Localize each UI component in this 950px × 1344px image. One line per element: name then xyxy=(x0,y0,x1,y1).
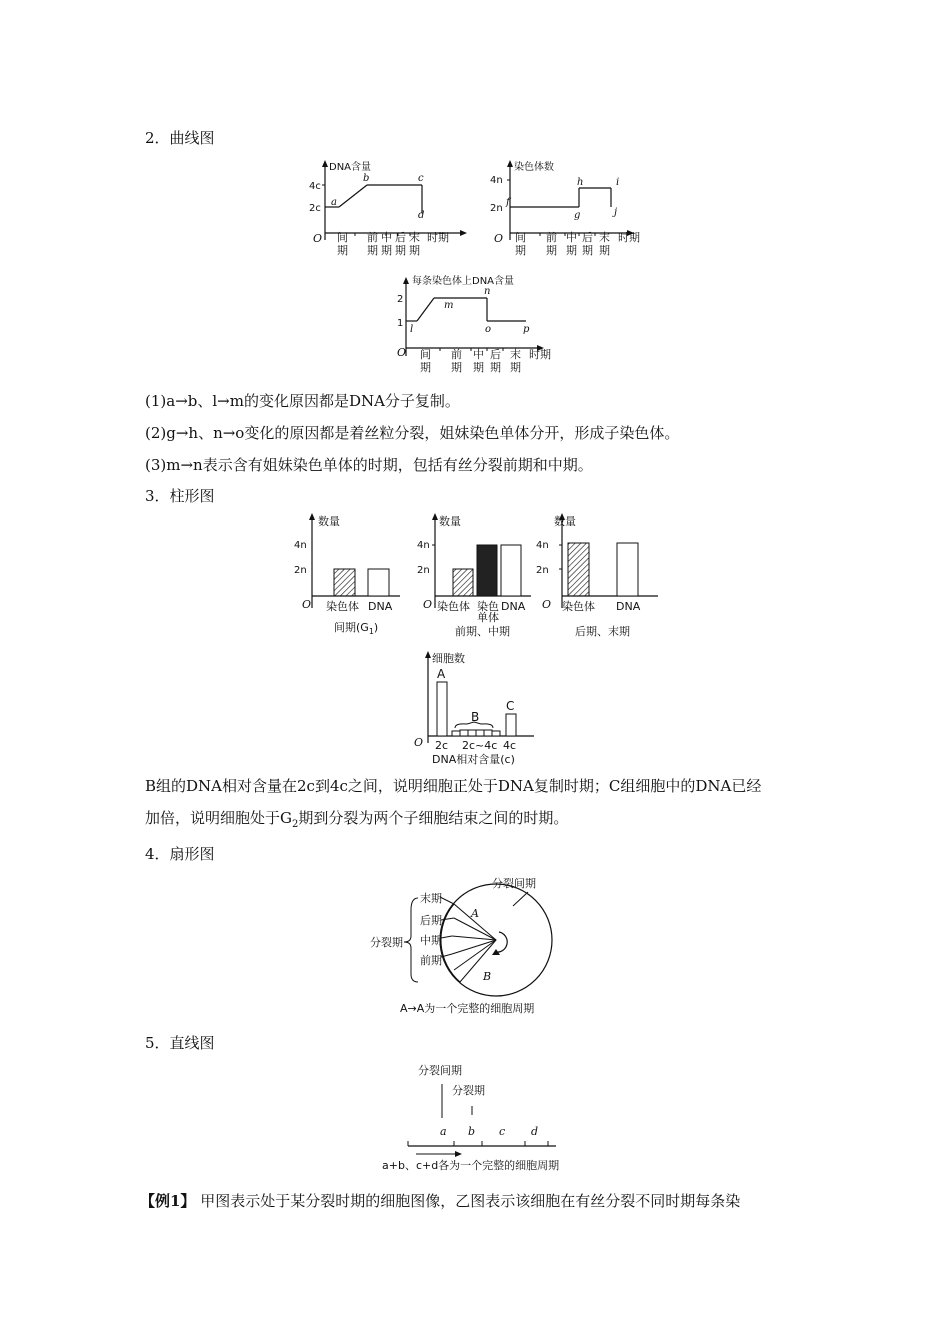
bar2-chromosome-bar xyxy=(453,569,473,596)
bar2-ylabel: 数量 xyxy=(439,515,461,528)
section-heading-bar: 3．柱形图 xyxy=(145,487,215,505)
bar-chart-anaphase-telophase xyxy=(536,510,665,640)
section-heading-curve: 2．曲线图 xyxy=(145,129,215,147)
note-2: (2)g→h、n→o变化的原因都是着丝粒分裂，姐妹染色单体分开，形成子染色体。 xyxy=(145,424,680,442)
curve1-x2b: 期 xyxy=(367,244,378,257)
fan-label-a: A xyxy=(471,907,479,920)
curve3-x4b: 期 xyxy=(490,361,501,374)
bar-chart-prophase-metaphase xyxy=(413,510,538,640)
fan-prophase: 前期 xyxy=(420,954,442,967)
hist-x1: 2c xyxy=(435,739,449,752)
line-interphase-label: 分裂间期 xyxy=(418,1064,462,1077)
fan-telophase: 末期 xyxy=(420,892,442,905)
bar1-title: 间期$(G_1)$ xyxy=(334,621,379,636)
fan-label-b: B xyxy=(483,970,492,983)
note-3: (3)m→n表示含有姐妹染色单体的时期，包括有丝分裂前期和中期。 xyxy=(145,456,593,474)
bar1-origin: O xyxy=(302,598,312,611)
bar3-dna-bar xyxy=(617,543,638,596)
hist-xlabel: DNA相对含量(c) xyxy=(432,753,515,766)
line-division-label: 分裂期 xyxy=(452,1084,485,1097)
fan-interphase-label: 分裂间期 xyxy=(492,877,536,890)
curve3-x1b: 期 xyxy=(420,361,431,374)
bar2-x2b: 单体 xyxy=(477,611,499,624)
bar3-ylabel: 数量 xyxy=(554,515,576,528)
curve2-pt-h: h xyxy=(577,177,584,188)
curve3-pt-l: l xyxy=(410,324,414,335)
line-pt-c: c xyxy=(499,1125,506,1138)
curve2-x5: 末 xyxy=(599,231,610,244)
line-caption: a+b、c+d各为一个完整的细胞周期 xyxy=(382,1159,560,1172)
fan-division-label: 分裂期 xyxy=(370,936,403,949)
dna-per-chromosome-curve xyxy=(392,272,562,380)
curve3-y2: 2 xyxy=(397,294,404,305)
curve2-origin: O xyxy=(494,232,504,245)
curve3-x5b: 期 xyxy=(510,361,521,374)
curve3-ylabel: 每条染色体上DNA含量 xyxy=(412,276,515,287)
curve3-origin: O xyxy=(397,346,407,359)
bar2-x3: DNA xyxy=(501,600,526,613)
curve2-pt-g: g xyxy=(574,210,581,221)
hist-x2: 2c~4c xyxy=(462,739,498,752)
curve3-x3b: 期 xyxy=(473,361,484,374)
curve1-pt-b: b xyxy=(363,173,370,184)
curve2-y2: 2n xyxy=(490,203,503,214)
curve3-x4: 后 xyxy=(490,348,501,361)
hist-label-b: B xyxy=(471,710,480,724)
chromosome-count-curve xyxy=(490,158,660,258)
line-pt-d: d xyxy=(531,1125,539,1138)
curve1-y2: 2c xyxy=(309,203,321,214)
curve2-pt-i: i xyxy=(616,177,620,188)
cell-cycle-line-diagram xyxy=(380,1060,590,1180)
bar2-chromatid-bar xyxy=(477,545,497,596)
curve2-ylabel: 染色体数 xyxy=(514,162,554,173)
curve3-pt-m: m xyxy=(444,300,454,311)
bar-chart-interphase xyxy=(290,510,410,640)
curve2-pt-f: f xyxy=(506,197,510,208)
hist-ylabel: 细胞数 xyxy=(432,652,465,665)
bar1-y2: 2n xyxy=(294,565,307,576)
curve3-pt-p: p xyxy=(523,324,530,335)
curve1-x4: 后 xyxy=(395,231,406,244)
note-1: (1)a→b、l→m的变化原因都是DNA分子复制。 xyxy=(145,392,460,410)
bar3-y2: 2n xyxy=(536,565,549,576)
curve1-ylabel: DNA含量 xyxy=(329,162,372,173)
curve3-pt-o: o xyxy=(485,324,492,335)
curve1-x5b: 期 xyxy=(409,244,420,257)
bar2-x1: 染色体 xyxy=(437,600,470,613)
curve2-x2: 前 xyxy=(546,231,557,244)
curve1-x3b: 期 xyxy=(381,244,392,257)
curve1-x4b: 期 xyxy=(395,244,406,257)
bar1-x2: DNA xyxy=(368,600,393,613)
paragraph-bc-line2: 加倍，说明细胞处于$G_2$期到分裂为两个子细胞结束之间的时期。 xyxy=(145,809,569,830)
bar3-y4: 4n xyxy=(536,540,549,551)
curve1-pt-d: d xyxy=(418,210,425,221)
bar1-y4: 4n xyxy=(294,540,307,551)
bar2-x2a: 染色 xyxy=(477,600,499,613)
bar1-x1: 染色体 xyxy=(326,600,359,613)
cell-count-histogram xyxy=(412,648,542,766)
curve2-y4: 4n xyxy=(490,175,503,186)
curve2-x2b: 期 xyxy=(546,244,557,257)
section-heading-line: 5．直线图 xyxy=(145,1034,215,1052)
hist-label-a: A xyxy=(437,667,446,681)
curve3-x3: 中 xyxy=(473,348,484,361)
curve1-x1: 间 xyxy=(337,231,348,244)
example-1: 【例1】 甲图表示处于某分裂时期的细胞图像，乙图表示该细胞在有丝分裂不同时期每条染 xyxy=(140,1192,741,1210)
curve1-xlabel: 时期 xyxy=(427,231,449,244)
curve2-x3b: 期 xyxy=(566,244,577,257)
curve3-x5: 末 xyxy=(510,348,521,361)
curve2-x3: 中 xyxy=(566,231,577,244)
paragraph-bc-line1: B组的DNA相对含量在2c到4c之间，说明细胞正处于DNA复制时期；C组细胞中的DNA已经 xyxy=(145,777,762,795)
curve2-x1: 间 xyxy=(515,231,526,244)
curve3-x2b: 期 xyxy=(451,361,462,374)
line-pt-b: b xyxy=(468,1125,476,1138)
curve1-y4: 4c xyxy=(309,181,321,192)
hist-label-c: C xyxy=(506,699,515,713)
curve3-x1: 间 xyxy=(420,348,431,361)
cell-cycle-fan-diagram xyxy=(368,870,588,1020)
curve1-x5: 末 xyxy=(409,231,420,244)
bar3-title: 后期、末期 xyxy=(575,625,630,638)
bar2-origin: O xyxy=(423,598,433,611)
line-pt-a: a xyxy=(440,1125,447,1138)
curve2-x4: 后 xyxy=(582,231,593,244)
hist-x3: 4c xyxy=(503,739,517,752)
curve1-pt-a: a xyxy=(331,197,337,208)
curve1-origin: O xyxy=(313,232,323,245)
fan-caption: A→A为一个完整的细胞周期 xyxy=(400,1002,535,1015)
curve1-x3: 中 xyxy=(381,231,392,244)
bar3-origin: O xyxy=(542,598,552,611)
bar2-dna-bar xyxy=(501,545,521,596)
curve2-pt-j: j xyxy=(614,207,618,218)
curve2-xlabel: 时期 xyxy=(618,231,640,244)
bar1-chromosome-bar xyxy=(334,569,355,596)
bar3-x1: 染色体 xyxy=(562,600,595,613)
bar2-y4: 4n xyxy=(417,540,430,551)
curve2-x1b: 期 xyxy=(515,244,526,257)
curve1-pt-c: c xyxy=(418,173,424,184)
curve1-x2: 前 xyxy=(367,231,378,244)
hist-bar-c xyxy=(506,714,516,736)
fan-anaphase: 后期 xyxy=(420,914,442,927)
dna-content-curve xyxy=(305,158,475,258)
bar2-title: 前期、中期 xyxy=(455,625,510,638)
curve3-xlabel: 时期 xyxy=(529,348,551,361)
hist-origin: O xyxy=(414,736,424,749)
bar1-ylabel: 数量 xyxy=(318,515,340,528)
bar2-y2: 2n xyxy=(417,565,430,576)
curve3-y1: 1 xyxy=(397,318,404,329)
fan-metaphase: 中期 xyxy=(420,934,442,947)
curve3-x2: 前 xyxy=(451,348,462,361)
bar3-chromosome-bar xyxy=(568,543,589,596)
section-heading-fan: 4．扇形图 xyxy=(145,845,215,863)
curve1-x1b: 期 xyxy=(337,244,348,257)
curve2-x4b: 期 xyxy=(582,244,593,257)
hist-bar-a xyxy=(437,682,447,736)
bar1-dna-bar xyxy=(368,569,389,596)
curve3-pt-n: n xyxy=(484,286,491,297)
curve2-x5b: 期 xyxy=(599,244,610,257)
bar3-x2: DNA xyxy=(616,600,641,613)
